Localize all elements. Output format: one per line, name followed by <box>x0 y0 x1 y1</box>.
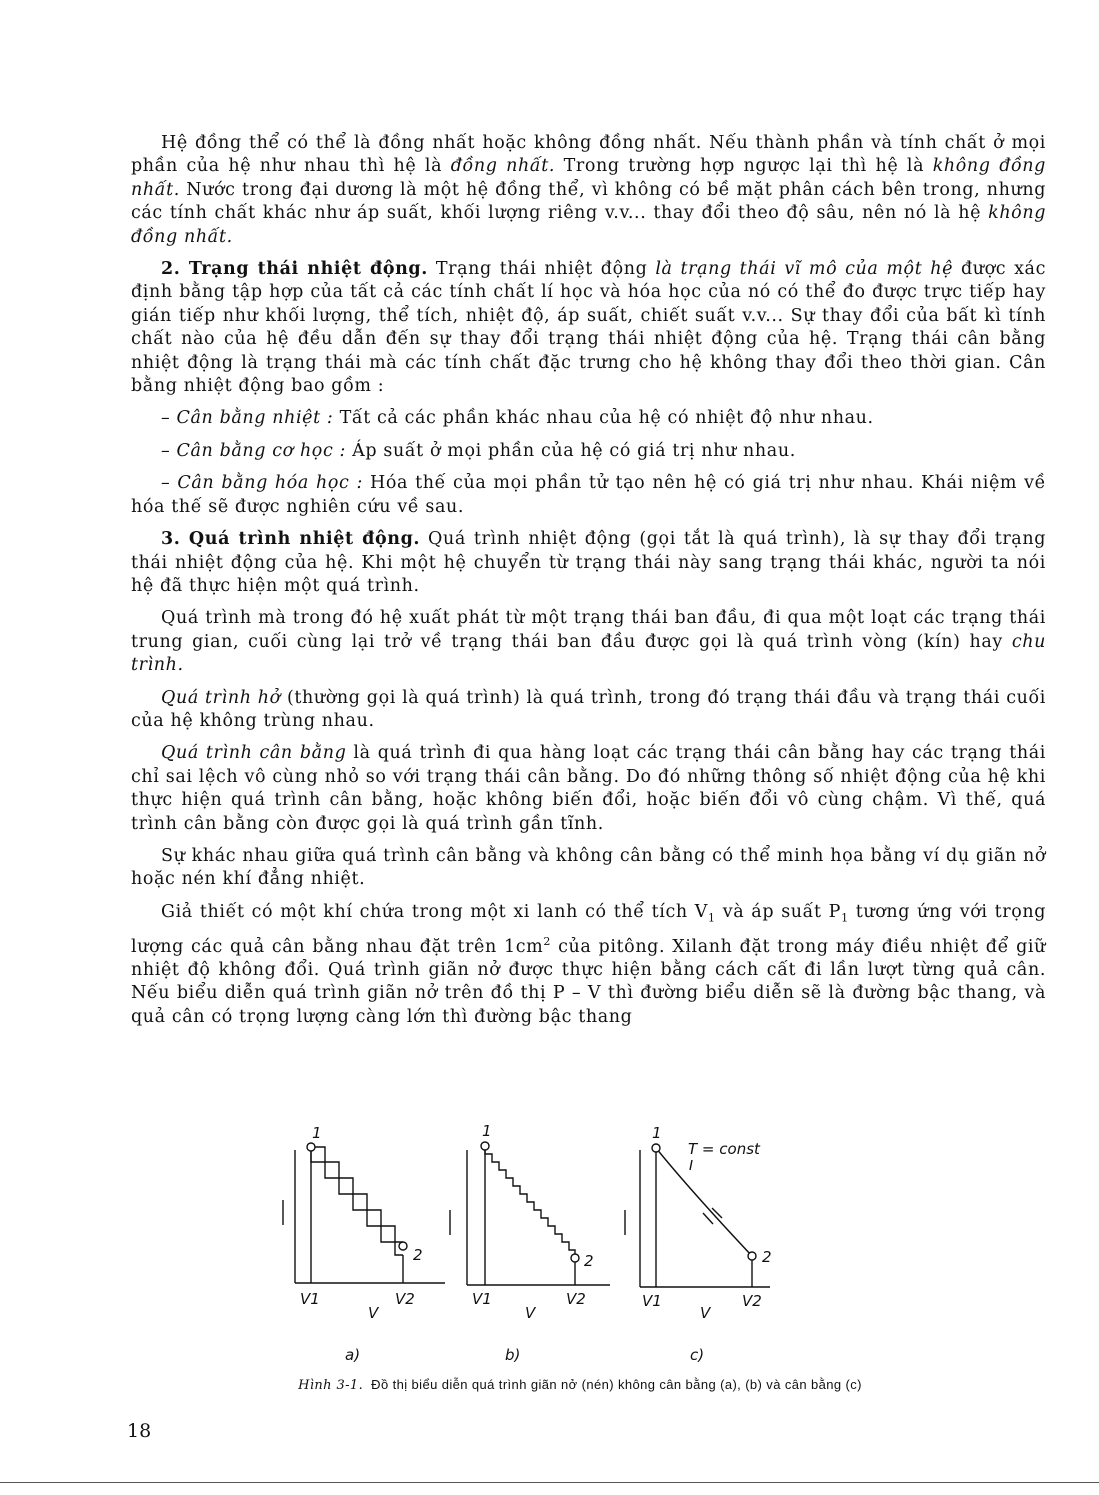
label-leader <box>690 1160 692 1170</box>
list-term: – Cân bằng nhiệt : <box>161 408 334 429</box>
paragraph-equilibrium-process <box>131 742 1046 836</box>
term-cycle: chu trình. <box>131 631 1046 676</box>
label-v1: V1 <box>300 1290 320 1308</box>
point-1 <box>307 1143 315 1151</box>
list-item <box>131 407 1046 430</box>
panel-label-a: a) <box>345 1346 361 1364</box>
label-v-axis: V <box>368 1304 379 1322</box>
text: Trong trường hợp ngược lại thì hệ là <box>554 156 933 177</box>
stepped-path-return <box>311 1147 403 1242</box>
point-1 <box>481 1142 489 1150</box>
label-v-axis: V <box>525 1304 536 1322</box>
section-heading: 3. Quá trình nhiệt động. <box>161 529 421 550</box>
caption-label: Hình 3-1. <box>298 1378 364 1393</box>
paragraph-assumption <box>131 901 1046 1029</box>
point-2 <box>748 1252 756 1260</box>
compression-arrow <box>703 1213 713 1224</box>
label-point-2: 2 <box>762 1248 772 1266</box>
term-open-process: Quá trình hở <box>161 687 281 708</box>
page-edge-line <box>0 1482 1099 1483</box>
panel-label-c: c) <box>690 1346 705 1364</box>
text: Quá trình nhiệt động (gọi tắt là quá trình), là sự thay đổi trạng thái nhiệt động của hệ. Khi một hệ chuyển từ trạng thái này sang trạng thái khác, người ta nói hệ đã thực hiện một quá trình. <box>131 529 1046 596</box>
panel-c-diagram <box>625 1144 770 1287</box>
label-point-2: 2 <box>413 1246 423 1264</box>
list-item <box>131 440 1046 463</box>
list-term: – Cân bằng cơ học : <box>161 440 347 461</box>
superscript: 2 <box>543 934 551 948</box>
list-text: Áp suất ở mọi phần của hệ có giá trị như nhau. <box>346 440 796 461</box>
text: Giả thiết có một khí chứa trong một xi lanh có thể tích V <box>161 901 709 922</box>
subscript: 1 <box>841 911 849 925</box>
text: được xác định bằng tập hợp của tất cả các tính chất lí học và hóa học của nó có thể đo được trực tiếp hay gián tiếp như khối lượng, thể tích, nhiệt độ, áp suất, chiết suất v.v... Sự thay đổi của bất kì tính chất nào của hệ đều dẫn đến sự thay đổi trạng thái nhiệt động của hệ. Trạng thái cân bằng nhiệt động là trạng thái mà các tính chất đặc trưng cho hệ không thay đổi theo thời gian. Cân bằng nhiệt động bao gồm : <box>131 259 1046 397</box>
label-point-1: 1 <box>652 1124 662 1142</box>
term-heterogeneous: không đồng nhất. <box>131 156 1046 200</box>
text: của pitông. Xilanh đặt trong máy điều nhiệt để giữ nhiệt độ không đổi. Quá trình giãn nở được thực hiện bằng cách cất đi lần lượt từng quả cân. Nếu biểu diễn quá trình giãn nở trên đồ thị P – V thì đường biểu diễn sẽ là đường bậc thang, và quả cân có trọng lượng càng lớn thì đường bậc thang <box>131 936 1046 1027</box>
term-heterogeneous: không đồng nhất. <box>131 203 1046 247</box>
fine-stepped-path <box>485 1146 575 1258</box>
label-v2: V2 <box>742 1292 762 1310</box>
paragraph-cycle <box>131 607 1046 677</box>
subscript: 1 <box>708 911 716 925</box>
definition: là trạng thái vĩ mô của một hệ <box>655 259 954 280</box>
text: Hệ đồng thể có thể là đồng nhất hoặc không đồng nhất. Nếu thành phần và tính chất ở mọi phần của hệ như nhau thì hệ là <box>131 133 1046 177</box>
label-isotherm: T = const <box>688 1140 760 1158</box>
text: là quá trình đi qua hàng loạt các trạng thái cân bằng hay các trạng thái chỉ sai lệch vô cùng nhỏ so với trạng thái cân bằng. Do đó những thông số nhiệt động của hệ khi thực hiện quá trình cân bằng, hoặc không biến đổi, hoặc biến đổi vô cùng chậm. Vì thế, quá trình cân bằng còn được gọi là quá trình gần tĩnh. <box>131 743 1046 834</box>
label-v1: V1 <box>642 1292 662 1310</box>
point-2 <box>399 1242 407 1250</box>
figure-caption <box>255 1376 905 1395</box>
list-text: Hóa thế của mọi phần tử tạo nên hệ có giá trị như nhau. Khái niệm về hóa thế sẽ được nghiên cứu về sau. <box>131 473 1047 517</box>
label-point-1: 1 <box>312 1124 322 1142</box>
label-v-axis: V <box>700 1304 711 1322</box>
term-homogeneous: đồng nhất. <box>450 156 555 177</box>
label-point-2: 2 <box>584 1252 594 1270</box>
page-number: 18 <box>127 1420 152 1442</box>
panel-label-b: b) <box>505 1346 521 1364</box>
text: (thường gọi là quá trình) là quá trình, trong đó trạng thái đầu và trạng thái cuối của hệ không trùng nhau. <box>131 687 1046 731</box>
section-thermodynamic-state <box>131 258 1046 398</box>
expansion-arrow <box>712 1208 722 1218</box>
text: Nước trong đại dương là một hệ đồng thể, vì không có bề mặt phân cách bên trong, nhưng các tính chất khác như áp suất, khối lượng riêng v.v... thay đổi theo độ sâu, nên nó là hệ <box>131 179 1046 224</box>
paragraph-open-process <box>131 687 1046 734</box>
stepped-path <box>311 1147 403 1255</box>
label-v2: V2 <box>395 1290 415 1308</box>
caption-text: Đồ thị biểu diễn quá trình giãn nở (nén) không cân bằng (a), (b) và cân bằng (c) <box>371 1377 862 1392</box>
list-item <box>131 472 1046 519</box>
text: Quá trình mà trong đó hệ xuất phát từ một trạng thái ban đầu, đi qua một loạt các trạng thái trung gian, cuối cùng lại trở về trạng thái ban đầu được gọi là quá trình vòng (kín) hay <box>131 608 1046 652</box>
term-equilibrium-process: Quá trình cân bằng <box>161 743 347 764</box>
text: Sự khác nhau giữa quá trình cân bằng và không cân bằng có thể minh họa bằng ví dụ giãn nở hoặc nén khí đẳng nhiệt. <box>131 845 1046 890</box>
paragraph-homogeneity <box>131 132 1046 249</box>
point-1 <box>652 1144 660 1152</box>
text: tương ứng với trọng lượng các quả cân bằng nhau đặt trên 1cm <box>131 901 1047 957</box>
section-heading: 2. Trạng thái nhiệt động. <box>161 259 428 280</box>
list-text: Tất cả các phần khác nhau của hệ có nhiệt độ như nhau. <box>333 408 874 429</box>
text: và áp suất P <box>715 901 842 922</box>
label-point-1: 1 <box>482 1122 492 1140</box>
label-v2: V2 <box>566 1290 586 1308</box>
point-2 <box>571 1254 579 1262</box>
isotherm-curve <box>656 1148 752 1256</box>
figure-pv-diagrams <box>0 1110 1099 1370</box>
body-text <box>131 132 1046 1038</box>
label-v1: V1 <box>472 1290 492 1308</box>
paragraph-difference <box>131 845 1046 892</box>
text: Trạng thái nhiệt động <box>427 259 656 280</box>
list-term: – Cân bằng hóa học : <box>161 473 363 494</box>
section-thermodynamic-process <box>131 528 1046 598</box>
